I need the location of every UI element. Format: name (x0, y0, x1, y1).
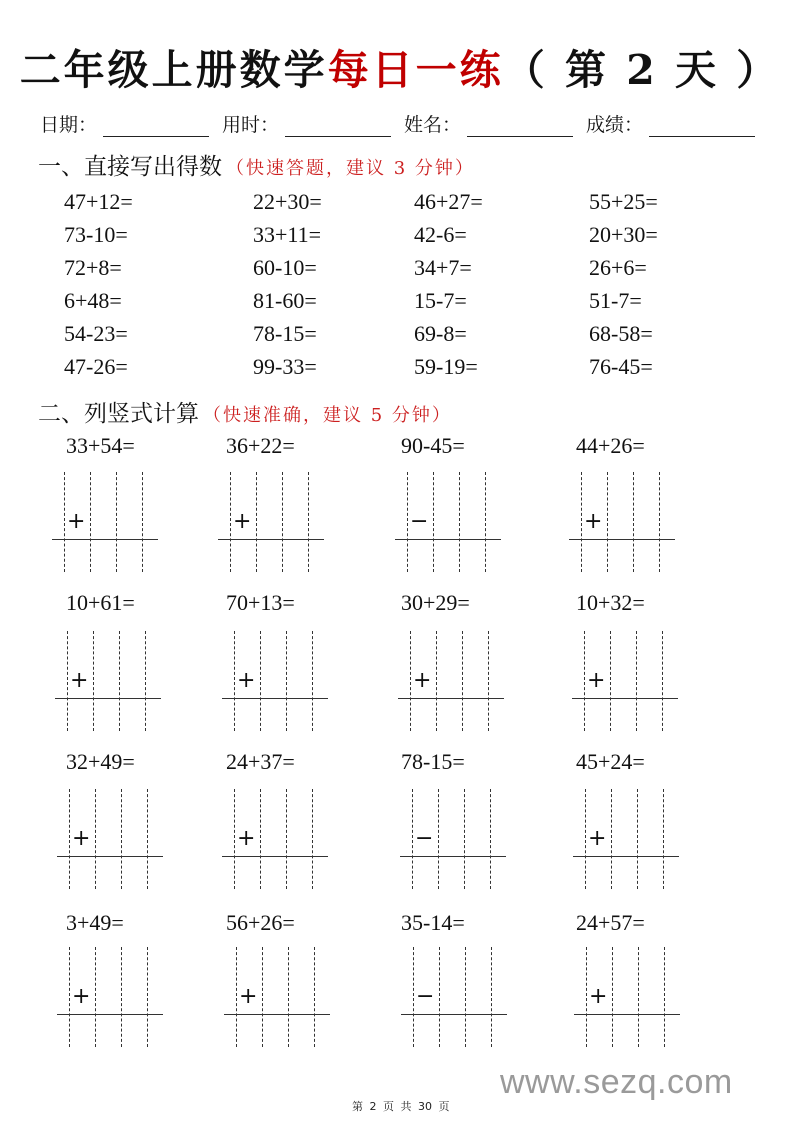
section2-heading: 二、列竖式计算 (38, 401, 199, 427)
vertical-problem: 10+61= (66, 590, 135, 615)
time-label: 用时： (222, 114, 280, 136)
oral-problem: 33+11= (253, 222, 321, 247)
dashed-column-line (312, 789, 313, 889)
dashed-column-line (147, 947, 148, 1047)
name-blank[interactable] (467, 116, 573, 137)
operator-sign: + (587, 668, 606, 693)
result-line (222, 698, 328, 699)
oral-problem: 46+27= (414, 189, 483, 214)
oral-problem: 47-26= (64, 354, 128, 379)
oral-problem: 47+12= (64, 189, 133, 214)
dashed-column-line (67, 631, 68, 731)
oral-problem: 73-10= (64, 222, 128, 247)
time-field (222, 110, 391, 137)
vertical-calc-grid[interactable] (574, 947, 680, 1047)
section2-title (38, 395, 452, 428)
oral-problem: 69-8= (414, 321, 467, 346)
dashed-column-line (464, 789, 465, 889)
watermark: www.sezq.com (500, 1063, 733, 1101)
dashed-column-line (256, 472, 257, 572)
dashed-column-line (121, 789, 122, 889)
date-field (40, 110, 209, 137)
date-blank[interactable] (103, 116, 209, 137)
oral-problem: 51-7= (589, 288, 642, 313)
operator-sign: + (233, 509, 252, 534)
operator-sign: + (72, 826, 91, 851)
dashed-column-line (147, 789, 148, 889)
oral-problem: 72+8= (64, 255, 122, 280)
name-label: 姓名： (404, 114, 462, 136)
vertical-problem: 10+32= (576, 590, 645, 615)
dashed-column-line (93, 631, 94, 731)
title-black: 二年级上册数学 (19, 46, 328, 94)
result-line (222, 856, 328, 857)
vertical-problem: 70+13= (226, 590, 295, 615)
section1-title (38, 148, 475, 181)
operator-sign: + (239, 984, 258, 1009)
section1-note: （快速答题，建议 3 分钟） (226, 158, 475, 179)
vertical-calc-grid[interactable] (401, 947, 507, 1047)
dashed-column-line (286, 789, 287, 889)
dashed-column-line (636, 631, 637, 731)
dashed-column-line (637, 789, 638, 889)
dashed-column-line (288, 947, 289, 1047)
result-line (57, 1014, 163, 1015)
dashed-column-line (64, 472, 65, 572)
result-line (55, 698, 161, 699)
vertical-problem: 78-15= (401, 749, 465, 774)
vertical-problem: 36+22= (226, 433, 295, 458)
info-row (40, 110, 770, 137)
result-line (52, 539, 158, 540)
oral-problem: 59-19= (414, 354, 478, 379)
vertical-calc-grid[interactable] (398, 631, 504, 731)
dashed-column-line (586, 947, 587, 1047)
dashed-column-line (260, 631, 261, 731)
vertical-problem: 44+26= (576, 433, 645, 458)
result-line (395, 539, 501, 540)
oral-problem: 76-45= (589, 354, 653, 379)
vertical-calc-grid[interactable] (52, 472, 158, 572)
dashed-column-line (142, 472, 143, 572)
dashed-column-line (638, 947, 639, 1047)
oral-problem: 81-60= (253, 288, 317, 313)
dashed-column-line (664, 947, 665, 1047)
section1-heading: 一、直接写出得数 (38, 154, 222, 180)
oral-problem: 68-58= (589, 321, 653, 346)
result-line (574, 1014, 680, 1015)
vertical-problem: 56+26= (226, 910, 295, 935)
dashed-column-line (121, 947, 122, 1047)
dashed-column-line (308, 472, 309, 572)
dashed-column-line (663, 789, 664, 889)
result-line (569, 539, 675, 540)
vertical-problem: 33+54= (66, 433, 135, 458)
dashed-column-line (585, 789, 586, 889)
date-label: 日期： (40, 114, 98, 136)
oral-problem: 34+7= (414, 255, 472, 280)
dashed-column-line (436, 631, 437, 731)
result-line (218, 539, 324, 540)
dashed-column-line (234, 789, 235, 889)
vertical-calc-grid[interactable] (57, 789, 163, 889)
vertical-calc-grid[interactable] (400, 789, 506, 889)
oral-problem: 20+30= (589, 222, 658, 247)
dashed-column-line (410, 631, 411, 731)
dashed-column-line (312, 631, 313, 731)
vertical-problem: 32+49= (66, 749, 135, 774)
page-title (0, 44, 800, 96)
vertical-problem: 35-14= (401, 910, 465, 935)
vertical-calc-grid[interactable] (218, 472, 324, 572)
oral-problem: 55+25= (589, 189, 658, 214)
dashed-column-line (584, 631, 585, 731)
dashed-column-line (611, 789, 612, 889)
operator-sign: + (584, 509, 603, 534)
vertical-calc-grid[interactable] (569, 472, 675, 572)
operator-sign: + (588, 826, 607, 851)
dashed-column-line (314, 947, 315, 1047)
dashed-column-line (659, 472, 660, 572)
vertical-calc-grid[interactable] (57, 947, 163, 1047)
vertical-calc-grid[interactable] (395, 472, 501, 572)
dashed-column-line (412, 789, 413, 889)
operator-sign: + (72, 984, 91, 1009)
dashed-column-line (438, 789, 439, 889)
dashed-column-line (260, 789, 261, 889)
dashed-column-line (662, 631, 663, 731)
dashed-column-line (116, 472, 117, 572)
title-red: 每日一练 (327, 46, 504, 94)
operator-sign: − (415, 826, 434, 851)
oral-problem: 42-6= (414, 222, 467, 247)
oral-problem: 6+48= (64, 288, 122, 313)
score-label: 成绩： (586, 114, 644, 136)
operator-sign: + (237, 668, 256, 693)
dashed-column-line (413, 947, 414, 1047)
dashed-column-line (612, 947, 613, 1047)
dashed-column-line (282, 472, 283, 572)
dashed-column-line (69, 947, 70, 1047)
score-field (586, 110, 755, 137)
vertical-calc-grid[interactable] (222, 631, 328, 731)
dashed-column-line (459, 472, 460, 572)
operator-sign: − (410, 509, 429, 534)
dashed-column-line (95, 947, 96, 1047)
dashed-column-line (286, 631, 287, 731)
oral-problem: 78-15= (253, 321, 317, 346)
vertical-calc-grid[interactable] (573, 789, 679, 889)
oral-problem: 54-23= (64, 321, 128, 346)
result-line (224, 1014, 330, 1015)
operator-sign: + (413, 668, 432, 693)
oral-problem: 26+6= (589, 255, 647, 280)
dashed-column-line (234, 631, 235, 731)
vertical-calc-grid[interactable] (55, 631, 161, 731)
result-line (57, 856, 163, 857)
result-line (401, 1014, 507, 1015)
oral-problem: 99-33= (253, 354, 317, 379)
dashed-column-line (610, 631, 611, 731)
dashed-column-line (633, 472, 634, 572)
dashed-column-line (607, 472, 608, 572)
dashed-column-line (236, 947, 237, 1047)
oral-problem: 60-10= (253, 255, 317, 280)
dashed-column-line (407, 472, 408, 572)
operator-sign: + (589, 984, 608, 1009)
dashed-column-line (581, 472, 582, 572)
section2-note: （快速准确，建议 5 分钟） (203, 405, 452, 426)
vertical-calc-grid[interactable] (222, 789, 328, 889)
dashed-column-line (69, 789, 70, 889)
name-field (404, 110, 573, 137)
dashed-column-line (491, 947, 492, 1047)
dashed-column-line (230, 472, 231, 572)
dashed-column-line (433, 472, 434, 572)
dashed-column-line (485, 472, 486, 572)
operator-sign: − (416, 984, 435, 1009)
result-line (573, 856, 679, 857)
dashed-column-line (465, 947, 466, 1047)
result-line (398, 698, 504, 699)
dashed-column-line (488, 631, 489, 731)
operator-sign: + (70, 668, 89, 693)
vertical-calc-grid[interactable] (572, 631, 678, 731)
dashed-column-line (462, 631, 463, 731)
dashed-column-line (262, 947, 263, 1047)
dashed-column-line (119, 631, 120, 731)
oral-problem: 15-7= (414, 288, 467, 313)
operator-sign: + (67, 509, 86, 534)
vertical-problem: 24+37= (226, 749, 295, 774)
dashed-column-line (95, 789, 96, 889)
vertical-problem: 3+49= (66, 910, 124, 935)
dashed-column-line (490, 789, 491, 889)
vertical-calc-grid[interactable] (224, 947, 330, 1047)
page-footer: 第 2 页 共 30 页 (352, 1100, 450, 1113)
vertical-problem: 24+57= (576, 910, 645, 935)
operator-sign: + (237, 826, 256, 851)
vertical-problem: 90-45= (401, 433, 465, 458)
dashed-column-line (90, 472, 91, 572)
vertical-problem: 45+24= (576, 749, 645, 774)
dashed-column-line (145, 631, 146, 731)
oral-problem: 22+30= (253, 189, 322, 214)
vertical-problem: 30+29= (401, 590, 470, 615)
time-blank[interactable] (285, 116, 391, 137)
title-suffix: （ 第 2 天 ） (503, 46, 781, 94)
dashed-column-line (439, 947, 440, 1047)
score-blank[interactable] (649, 116, 755, 137)
result-line (400, 856, 506, 857)
result-line (572, 698, 678, 699)
